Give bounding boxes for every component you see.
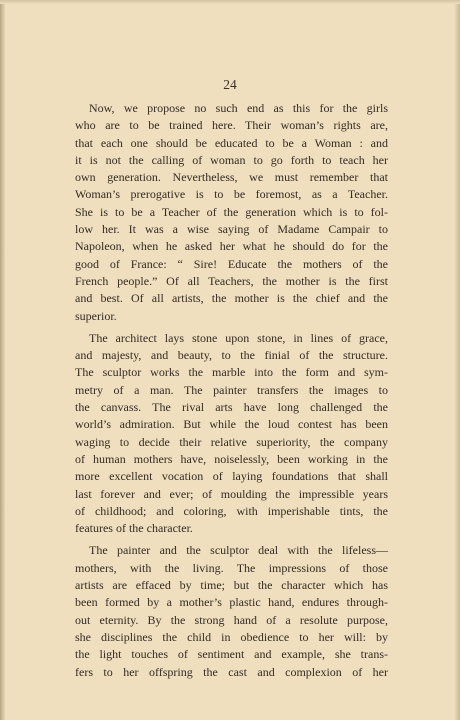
text-line: the canvass. The rival arts have long challenged the (75, 400, 388, 415)
text-line: She is to be a Teacher of the generation which is to fol- (75, 204, 388, 219)
text-line: the light touches of sentiment and example, she trans- (75, 647, 388, 662)
text-line: it is not the calling of woman to go forth to teach her (75, 152, 388, 167)
text-line: and best. Of all artists, the mother is the chief and the (75, 291, 388, 306)
text-line: The sculptor works the marble into the form and sym- (75, 365, 388, 380)
text-line: own generation. Nevertheless, we must remember that (75, 170, 388, 185)
text-line: mothers, with the living. The impressions of those (75, 560, 388, 575)
paragraph-3 (75, 542, 388, 680)
text-line: Napoleon, when he asked her what he should do for the (75, 239, 388, 254)
text-line: French people.” Of all Teachers, the mother is the first (75, 273, 388, 288)
text-line: of human mothers have, noiselessly, been working in the (75, 451, 388, 466)
text-line: out eternity. By the strong hand of a resolute purpose, (75, 612, 388, 627)
text-line: last forever and ever; of moulding the impressible years (75, 486, 388, 501)
text-line: The painter and the sculptor deal with the lifeless— (89, 543, 388, 558)
text-line: good of France: “ Sire! Educate the mothers of the (75, 256, 388, 271)
text-line: waging to decide their relative superiority, the company (75, 434, 388, 449)
body-text (75, 100, 388, 681)
text-line: superior. (75, 308, 117, 323)
text-line: features of the character. (75, 521, 193, 536)
text-line: Woman’s prerogative is to be foremost, as a Teacher. (75, 187, 388, 202)
text-line: The architect lays stone upon stone, in lines of grace, (89, 330, 388, 345)
page-edge-left (0, 0, 5, 720)
text-line: low her. It was a wise saying of Madame Campair to (75, 222, 388, 237)
text-line: world’s admiration. But while the loud contest has been (75, 417, 388, 432)
text-line: who are to be trained here. Their woman’s rights are, (75, 118, 388, 133)
text-line: more excellent vocation of laying foundations that shall (75, 469, 388, 484)
page-edge-right (454, 0, 460, 720)
text-line: been formed by a mother’s plastic hand, endures through- (75, 595, 388, 610)
paragraph-2 (75, 330, 388, 538)
text-line: artists are effaced by time; but the character which has (75, 578, 388, 593)
text-line: she disciplines the child in obedience to her will: by (75, 629, 388, 644)
text-line: that each one should be educated to be a Woman : and (75, 135, 388, 150)
paragraph-1 (75, 100, 388, 325)
text-line: fers to her offspring the cast and complexion of her (75, 664, 388, 679)
page-number: 24 (223, 77, 237, 92)
text-line: Now, we propose no such end as this for the girls (89, 101, 388, 115)
page-edge-top (0, 0, 460, 4)
text-line: of childhood; and coloring, with imperishable tints, the (75, 503, 388, 518)
text-line: and majesty, and beauty, to the finial of the structure. (75, 348, 388, 363)
text-line: metry of a man. The painter transfers the images to (75, 382, 388, 397)
